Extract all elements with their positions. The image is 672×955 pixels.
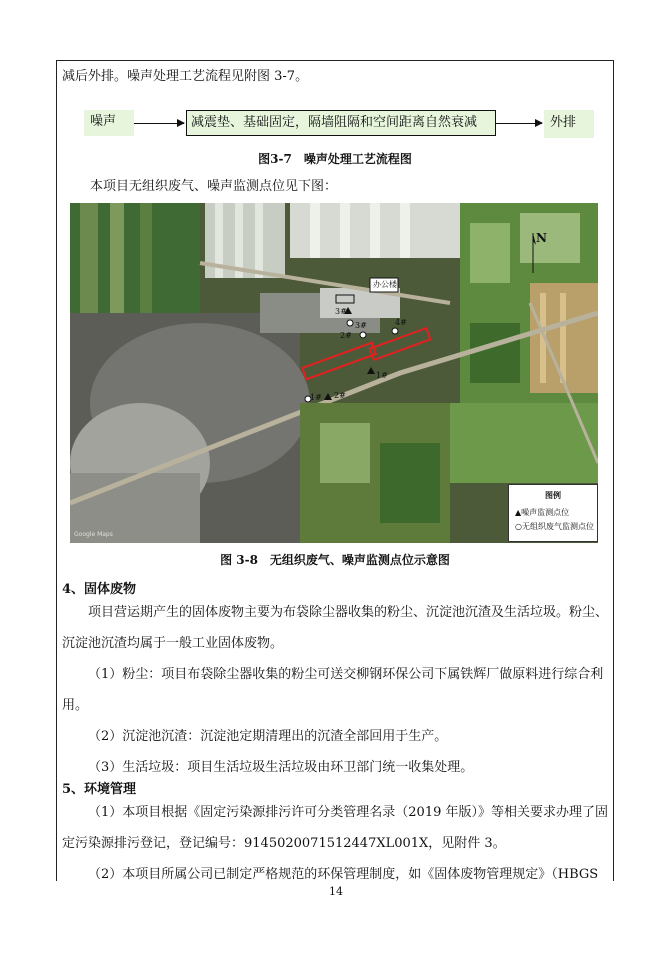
section-5-p1: （1）本项目根据《固定污染源排污许可分类管理名录（2019 年版）》等相关要求办理了固定污染源排污登记，登记编号：9145020071512447XL001X，见附件 3。 — [62, 805, 608, 851]
legend-title: 图例 — [545, 491, 561, 500]
section-5-title: 5、环境管理 — [62, 782, 137, 797]
map-intro: 本项目无组织废气、噪声监测点位见下图： — [90, 179, 338, 194]
map-watermark: Google Maps — [74, 531, 113, 538]
figure-3-8-caption: 图 3-8 无组织废气、噪声监测点位示意图 — [220, 553, 450, 567]
section-4-p4: （3）生活垃圾：项目生活垃圾生活垃圾由环卫部门统一收集处理。 — [88, 760, 474, 775]
section-4-p2: （1）粉尘：项目布袋除尘器收集的粉尘可送交柳钢环保公司下属铁辉厂做原料进行综合利用。 — [62, 667, 604, 713]
flow-arrow-1 — [134, 123, 184, 124]
legend-noise: ▲噪声监测点位 — [515, 508, 570, 517]
point-label-4: 4# — [395, 318, 407, 327]
point-label-2: 2# — [334, 391, 346, 400]
north-label: N — [536, 231, 547, 245]
page-number: 14 — [329, 885, 343, 898]
point-label-3: 3# — [335, 307, 347, 316]
legend-gas: ○无组织废气监测点位 — [515, 522, 594, 531]
point-label-3-gas: 3# — [355, 321, 367, 330]
section-4-title: 4、固体废物 — [62, 582, 137, 597]
section-5-p2: （2）本项目所属公司已制定严格规范的环保管理制度，如《固体废物管理规定》（HBGS — [88, 867, 599, 882]
flow-process-box: 减震垫、基础固定，隔墙阻隔和空间距离自然衰减 — [186, 110, 496, 136]
map-legend — [508, 484, 598, 542]
flow-output-box: 外排 — [544, 110, 594, 138]
point-label-1: 1# — [376, 371, 388, 380]
section-4-p3: （2）沉淀池沉渣：沉淀池定期清理出的沉渣全部回用于生产。 — [88, 729, 448, 744]
point-label-1-gas: 1# — [310, 393, 322, 402]
point-label-2-gas: 2# — [340, 331, 352, 340]
flow-input-box: 噪声 — [84, 110, 134, 136]
figure-3-7-caption: 图3-7 噪声处理工艺流程图 — [258, 152, 412, 166]
top-line: 减后外排。噪声处理工艺流程见附图 3-7。 — [62, 69, 309, 84]
office-label: 办公楼 — [373, 280, 397, 289]
section-4-p1: 项目营运期产生的固体废物主要为布袋除尘器收集的粉尘、沉淀池沉渣及生活垃圾。粉尘、沉淀池沉渣均属于一般工业固体废物。 — [62, 605, 609, 651]
flow-arrow-2 — [496, 123, 542, 124]
